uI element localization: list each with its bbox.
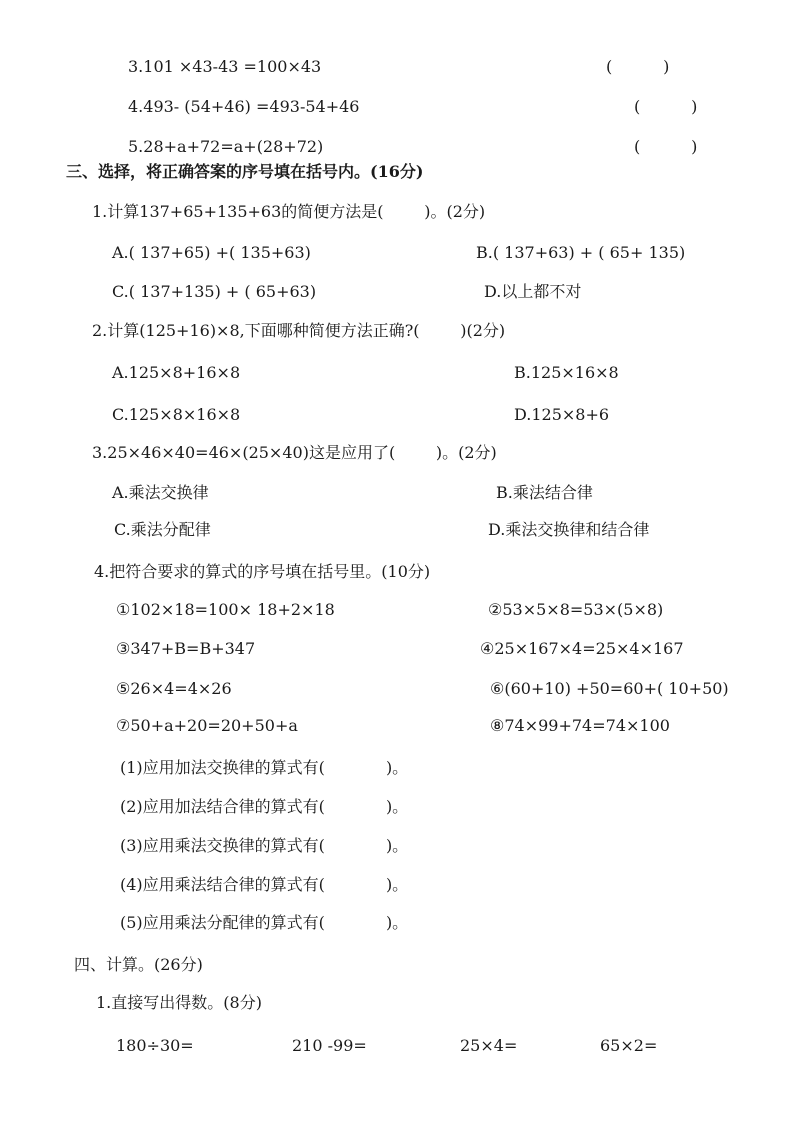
option-c: C.125×8×16×8 — [112, 405, 241, 424]
sub-question-5: (5)应用乘法分配律的算式有( )。 — [120, 913, 409, 932]
answer-bracket[interactable]: ( ) — [634, 137, 698, 156]
question-2-stem: 2.计算(125+16)×8,下面哪种简便方法正确?( )(2分) — [92, 321, 506, 340]
judge-item-3: 3.101 ×43-43 =100×43 — [128, 57, 322, 76]
answer-bracket[interactable]: ( ) — [634, 97, 698, 116]
judge-item-5: 5.28+a+72=a+(28+72) — [128, 137, 324, 156]
question-3-stem: 3.25×46×40=46×(25×40)这是应用了( )。(2分) — [92, 443, 497, 462]
section-3-title: 三、选择，将正确答案的序号填在括号内。(16分) — [66, 162, 424, 181]
sub-question-2: (2)应用加法结合律的算式有( )。 — [120, 797, 409, 816]
option-c: C.乘法分配律 — [114, 520, 211, 539]
formula-4: ④25×167×4=25×4×167 — [480, 639, 684, 658]
section-4-title: 四、计算。(26分) — [74, 955, 203, 974]
calc-item-2: 210 -99= — [292, 1036, 367, 1055]
formula-2: ②53×5×8=53×(5×8) — [488, 600, 664, 619]
calc-item-1: 180÷30= — [116, 1036, 194, 1055]
option-b: B.( 137+63) + ( 65+ 135) — [476, 243, 686, 262]
option-d: D.以上都不对 — [484, 282, 582, 301]
answer-bracket[interactable]: ( ) — [606, 57, 670, 76]
sub-question-3: (3)应用乘法交换律的算式有( )。 — [120, 836, 409, 855]
formula-1: ①102×18=100× 18+2×18 — [116, 600, 335, 619]
option-b: B.125×16×8 — [514, 363, 619, 382]
formula-5: ⑤26×4=4×26 — [116, 679, 232, 698]
option-a: A.乘法交换律 — [112, 483, 209, 502]
sub-question-4: (4)应用乘法结合律的算式有( )。 — [120, 875, 409, 894]
formula-8: ⑧74×99+74=74×100 — [490, 716, 670, 735]
calc-item-4: 65×2= — [600, 1036, 658, 1055]
sub-question-1: (1)应用加法交换律的算式有( )。 — [120, 758, 409, 777]
option-a: A.125×8+16×8 — [112, 363, 241, 382]
formula-3: ③347+B=B+347 — [116, 639, 256, 658]
calc-question-1-stem: 1.直接写出得数。(8分) — [96, 993, 262, 1012]
option-c: C.( 137+135) + ( 65+63) — [112, 282, 317, 301]
formula-6: ⑥(60+10) +50=60+( 10+50) — [490, 679, 729, 698]
judge-item-4: 4.493- (54+46) =493-54+46 — [128, 97, 360, 116]
option-d: D.乘法交换律和结合律 — [488, 520, 650, 539]
option-a: A.( 137+65) +( 135+63) — [112, 243, 311, 262]
question-1-stem: 1.计算137+65+135+63的简便方法是( )。(2分) — [92, 202, 486, 221]
calc-item-3: 25×4= — [460, 1036, 518, 1055]
formula-7: ⑦50+a+20=20+50+a — [116, 716, 298, 735]
option-b: B.乘法结合律 — [496, 483, 593, 502]
question-4-stem: 4.把符合要求的算式的序号填在括号里。(10分) — [94, 562, 431, 581]
option-d: D.125×8+6 — [514, 405, 610, 424]
